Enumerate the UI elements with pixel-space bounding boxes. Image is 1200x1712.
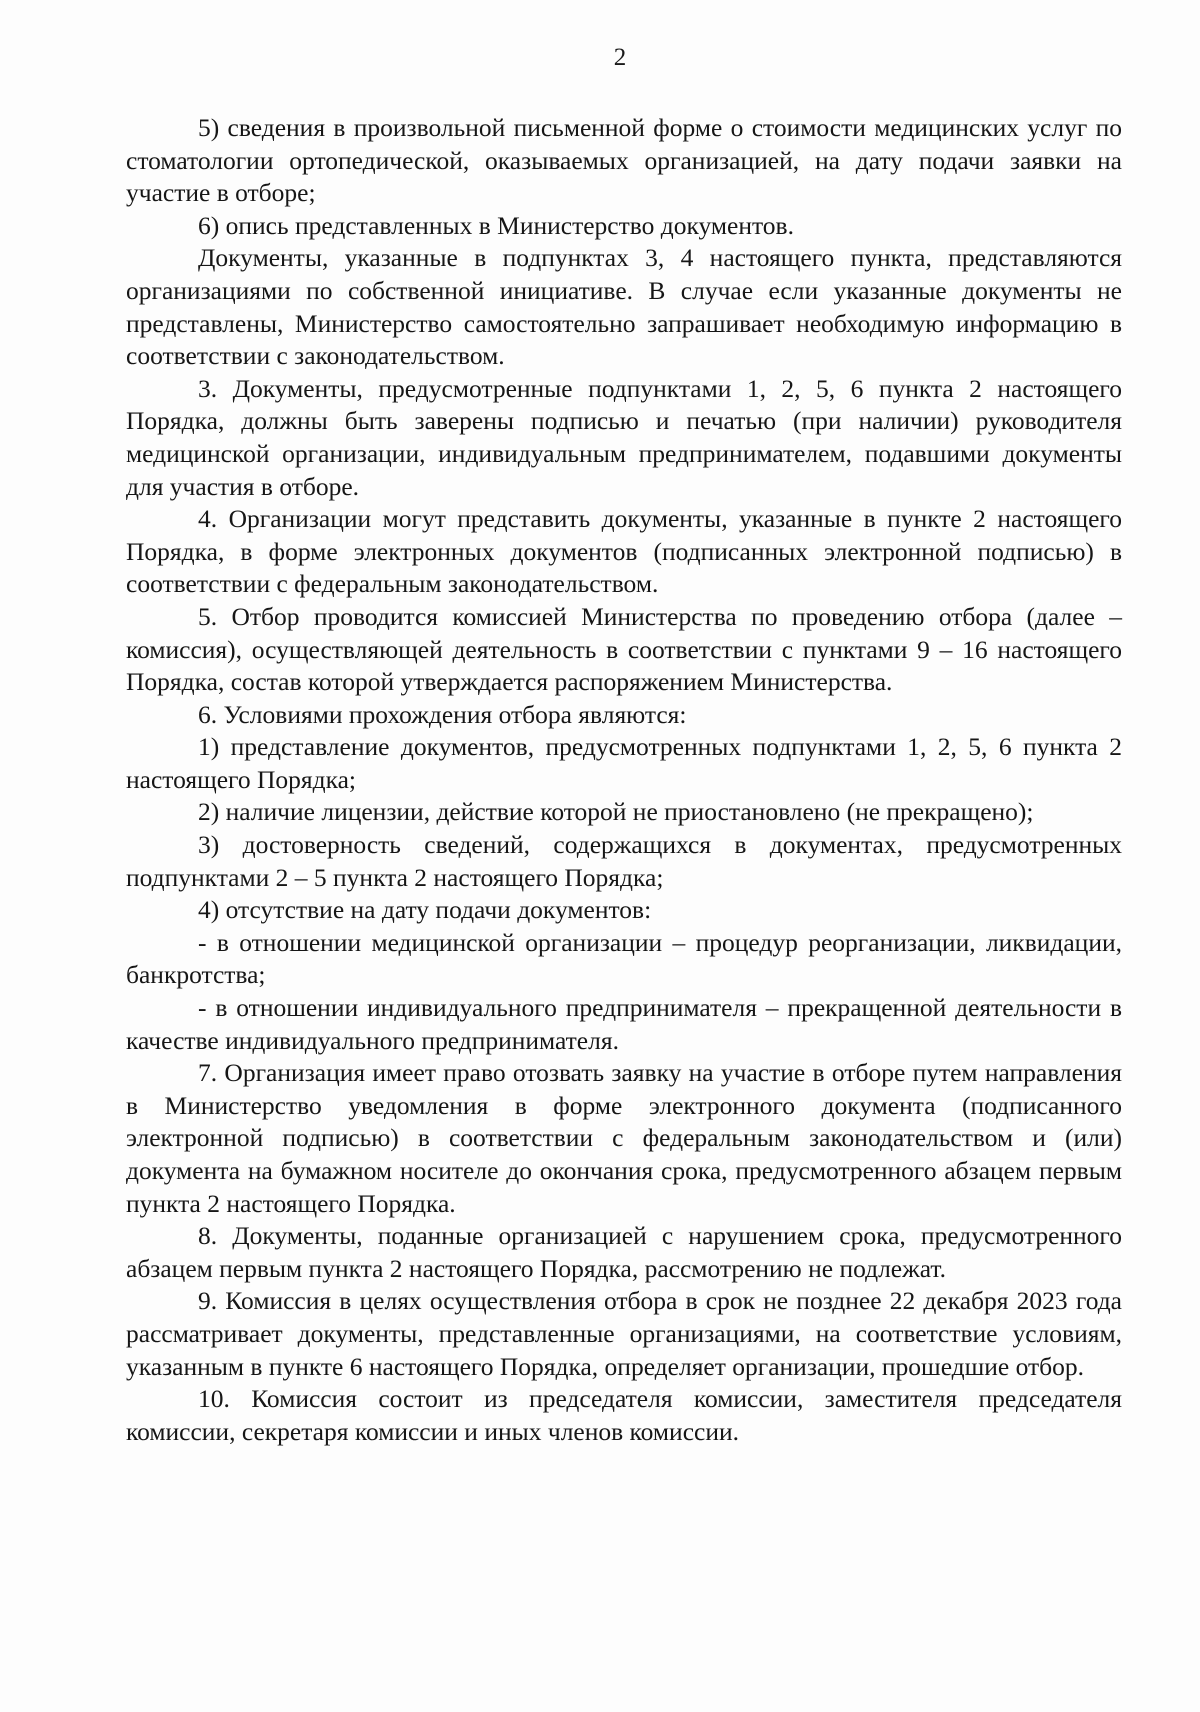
paragraph-item-5: 5. Отбор проводится комиссией Министерства по проведению отбора (далее – комиссия), осуществляющей деятельность в соответствии с пунктами 9 – 16 настоящего Порядка, состав которой утверждается распоряжением Министерства. (126, 601, 1122, 697)
paragraph-subitem-5: 5) сведения в произвольной письменной форме о стоимости медицинских услуг по стоматологии ортопедической, оказываемых организацией, на дату подачи заявки на участие в отборе; (126, 113, 1122, 208)
paragraph-item-7: 7. Организация имеет право отозвать заявку на участие в отборе путем направления в Министерство уведомления в форме электронного документа (подписанного электронной подписью) в соответствии с федеральным законодательством и (или) документа на бумажном носителе до окончания срока, предусмотренного абзацем первым пункта 2 настоящего Порядка. (126, 1058, 1122, 1218)
paragraph-condition-4-dash-1: - в отношении медицинской организации – процедур реорганизации, ликвидации, банкротства; (126, 927, 1122, 990)
document-body (126, 112, 1122, 1448)
paragraph-condition-1: 1) представление документов, предусмотренных подпунктами 1, 2, 5, 6 пункта 2 настоящего Порядка; (126, 732, 1122, 794)
paragraph-condition-4: 4) отсутствие на дату подачи документов: (198, 895, 652, 925)
paragraph-item-4: 4. Организации могут представить документы, указанные в пункте 2 настоящего Порядка, в форме электронных документов (подписанных электронной подписью) в соответствии с федеральным законодательством. (126, 504, 1122, 599)
paragraph-item-6: 6. Условиями прохождения отбора являются: (198, 699, 687, 729)
paragraph-item-10: 10. Комиссия состоит из председателя комиссии, заместителя председателя комиссии, секретаря комиссии и иных членов комиссии. (126, 1384, 1122, 1446)
paragraph-condition-4-dash-2: - в отношении индивидуального предпринимателя – прекращенной деятельности в качестве индивидуального предпринимателя. (126, 993, 1122, 1055)
paragraph-condition-2: 2) наличие лицензии, действие которой не приостановлено (не прекращено); (198, 797, 1034, 827)
page-number: 2 (613, 44, 627, 71)
paragraph-subitem-6: 6) опись представленных в Министерство документов. (198, 210, 794, 240)
paragraph-item-3: 3. Документы, предусмотренные подпунктами 1, 2, 5, 6 пункта 2 настоящего Порядка, должны быть заверены подписью и печатью (при наличии) руководителя медицинской организации, индивидуальным предпринимателем, подавшими документы для участия в отборе. (126, 373, 1122, 501)
paragraph-condition-3: 3) достоверность сведений, содержащихся в документах, предусмотренных подпунктами 2 – 5 пункта 2 настоящего Порядка; (126, 830, 1122, 892)
paragraph-documents-note: Документы, указанные в подпунктах 3, 4 настоящего пункта, представляются организациями по собственной инициативе. В случае если указанные документы не представлены, Министерство самостоятельно запрашивает необходимую информацию в соответствии с законодательством. (126, 243, 1122, 371)
paragraph-item-9: 9. Комиссия в целях осуществления отбора в срок не позднее 22 декабря 2023 года рассматривает документы, представленные организациями, на соответствие условиям, указанным в пункте 6 настоящего Порядка, определяет организации, прошедшие отбор. (126, 1286, 1122, 1381)
paragraph-item-8: 8. Документы, поданные организацией с нарушением срока, предусмотренного абзацем первым пункта 2 настоящего Порядка, рассмотрению не подлежат. (126, 1221, 1122, 1283)
